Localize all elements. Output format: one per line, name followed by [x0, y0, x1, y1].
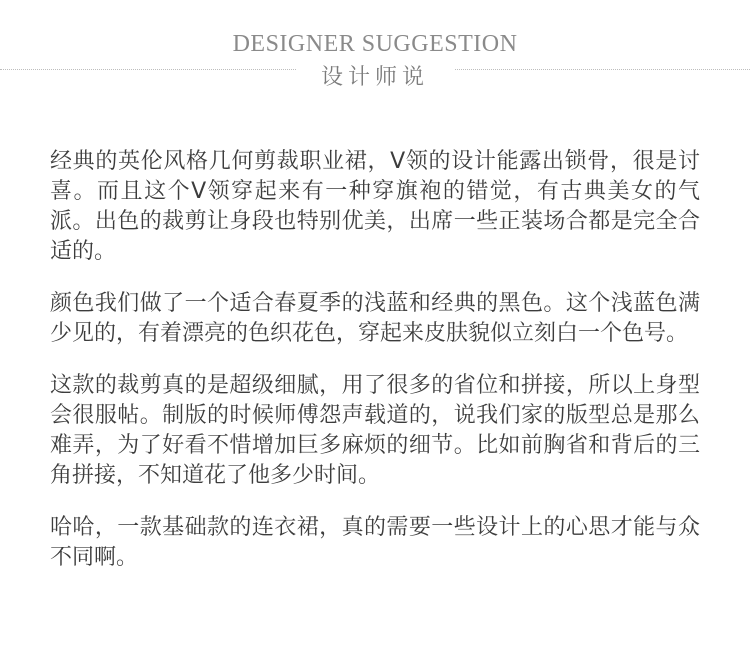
divider-right	[455, 69, 750, 70]
paragraph-tailoring: 这款的裁剪真的是超级细腻，用了很多的省位和拼接，所以上身型会很服帖。制版的时候师傅怨声载道的，说我们家的版型总是那么难弄，为了好看不惜增加巨多麻烦的细节。比如前胸省和背后的三角拼接，不知道花了他多少时间。	[50, 373, 700, 488]
paragraph-style: 经典的英伦风格几何剪裁职业裙，V领的设计能露出锁骨，很是讨喜。而且这个V领穿起来有一种穿旗袍的错觉，有古典美女的气派。出色的裁剪让身段也特别优美，出席一些正装场合都是完全合适的。	[50, 149, 700, 264]
paragraph-closing: 哈哈，一款基础款的连衣裙，真的需要一些设计上的心思才能与众不同啊。	[50, 515, 700, 570]
paragraph-color: 颜色我们做了一个适合春夏季的浅蓝和经典的黑色。这个浅蓝色满少见的，有着漂亮的色织花色，穿起来皮肤貌似立刻白一个色号。	[50, 291, 700, 346]
chinese-title: 设计师说	[320, 65, 429, 90]
english-title: DESIGNER SUGGESTION	[232, 31, 518, 57]
article-body	[50, 147, 700, 595]
section-header	[0, 0, 750, 110]
